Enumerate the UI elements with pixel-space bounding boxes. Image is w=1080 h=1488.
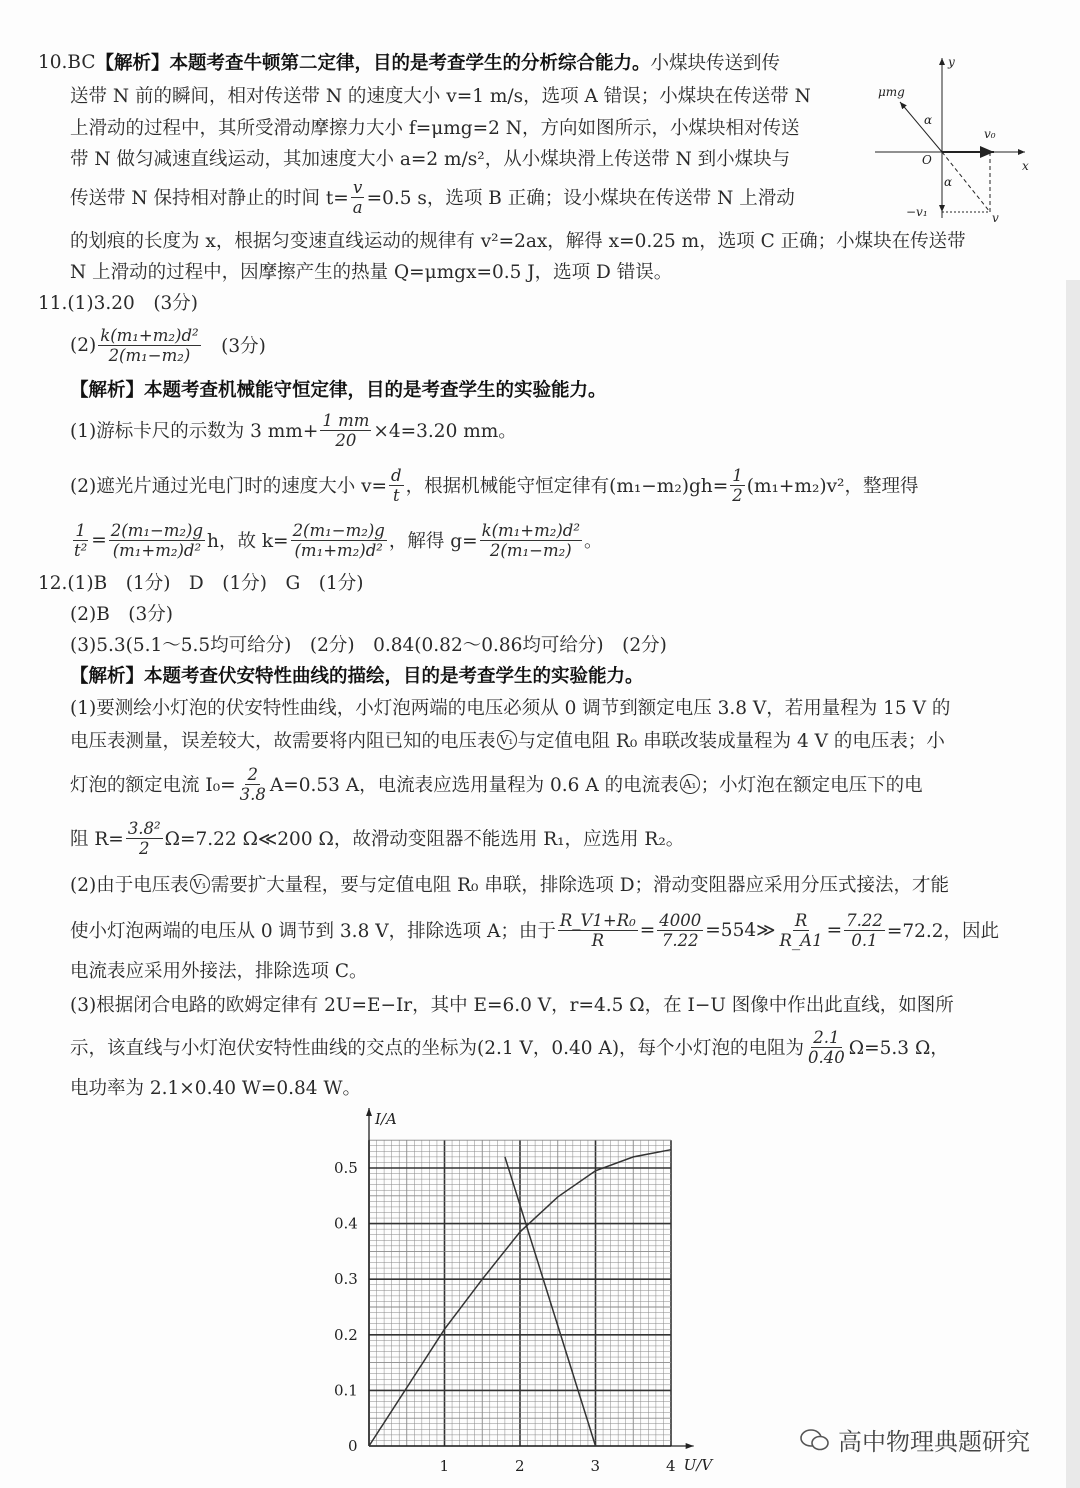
numerator: 1 [75, 520, 86, 540]
fraction [730, 466, 745, 505]
fraction [320, 411, 371, 450]
wechat-icon [800, 1427, 830, 1453]
fraction [109, 521, 205, 560]
iu-chart [330, 1100, 730, 1488]
text: A=0.53 A，电流表应选用量程为 0.6 A 的电流表 [269, 775, 679, 796]
text: 带 N 做匀减速直线运动，其加速度大小 a=2 m/s²，从小煤块滑上传送带 N 到小煤块与 [70, 149, 791, 170]
text: (2)B (3分) [70, 604, 174, 625]
fraction [351, 178, 365, 217]
analysis-heading: 【解析】本题考查机械能守恒定律，目的是考查学生的实验能力。 [70, 380, 607, 401]
analysis-heading: 【解析】本题考查牛顿第二定律，目的是考查学生的分析综合能力。 [95, 53, 651, 74]
watermark [800, 1422, 1030, 1457]
text: 10.BC [38, 51, 96, 73]
numerator: 2(m₁−m₂)g [292, 520, 385, 540]
text: 电功率为 2.1×0.40 W=0.84 W。 [70, 1078, 361, 1099]
numerator: 1 mm [322, 410, 370, 430]
denominator: R [591, 930, 605, 950]
text: 电压表测量，误差较大，故需要将内阻已知的电压表 [70, 731, 496, 752]
watermark-text: 高中物理典题研究 [838, 1428, 1030, 1456]
text-line [70, 984, 954, 1024]
denominator: (m₁+m₂)d² [112, 540, 202, 560]
denominator: t [393, 485, 400, 505]
fraction [389, 466, 404, 505]
numerator: v [353, 177, 363, 197]
text-line [70, 864, 949, 904]
denominator: 0.1 [851, 930, 878, 950]
y-label: y [948, 55, 955, 69]
v0-label: v₀ [984, 127, 996, 141]
text-line [38, 282, 198, 322]
origin-label: O [922, 153, 932, 167]
y-axis-label: I/A [375, 1110, 397, 1128]
fraction [657, 911, 703, 950]
text: (2)由于电压表 [70, 875, 189, 896]
velocity-diagram [870, 50, 1040, 230]
x-tick-label: 3 [590, 1457, 601, 1475]
text: (3分) [202, 336, 266, 357]
text: 送带 N 前的瞬间，相对传送带 N 的速度大小 v=1 m/s，选项 A 错误；小煤块在传送带 N [70, 86, 811, 107]
numerator: 1 [732, 465, 743, 485]
y-axis-arrow [366, 1108, 372, 1116]
fraction [291, 521, 387, 560]
fraction [806, 1028, 847, 1067]
page-edge [1066, 280, 1080, 1488]
text: 示，该直线与小灯泡伏安特性曲线的交点的坐标为(2.1 V，0.40 A)，每个小灯泡的电阻为 [70, 1038, 805, 1059]
text: 灯泡的额定电流 I₀= [70, 775, 236, 796]
x-tick-label: 4 [666, 1457, 676, 1475]
fraction [72, 521, 89, 560]
fraction [777, 911, 824, 950]
x-axis-label: U/V [683, 1456, 713, 1474]
text-line [70, 764, 923, 804]
text: (3)根据闭合电路的欧姆定律有 2U=E−Ir，其中 E=6.0 V，r=4.5 Ω，在 I−U 图像中作出此直线，如图所 [70, 995, 954, 1016]
text-line [70, 325, 266, 365]
fraction [480, 521, 582, 560]
denominator: 20 [335, 430, 357, 450]
denominator: 2(m₁−m₂) [489, 540, 572, 560]
text: =0.5 s，选项 B 正确；设小煤块在传送带 N 上滑动 [366, 188, 795, 209]
text: = [91, 529, 107, 551]
text: N 上滑动的过程中，因摩擦产生的热量 Q=μmgx=0.5 J，选项 D 错误。 [70, 262, 673, 283]
numerator: 7.22 [846, 910, 883, 930]
y-tick-label: 0.1 [334, 1381, 358, 1400]
text-line [70, 520, 603, 560]
alpha-label: α [924, 113, 933, 127]
alpha-label-2: α [944, 175, 953, 189]
chart-grid [369, 1140, 671, 1446]
neg-v1-label: −v₁ [906, 205, 928, 219]
text: (1)要测绘小灯泡的伏安特性曲线，小灯泡两端的电压必须从 0 调节到额定电压 3.8 V，若用量程为 15 V 的 [70, 698, 951, 719]
text: 电流表应采用外接法，排除选项 C。 [70, 961, 368, 982]
y-tick-label: 0.4 [334, 1214, 358, 1233]
x-label: x [1022, 159, 1029, 173]
text: Ω=7.22 Ω≪200 Ω，故滑动变阻器不能选用 R₁，应选用 R₂。 [164, 829, 685, 850]
numerator: R [794, 910, 808, 930]
chart-labels [334, 1110, 714, 1475]
friction-vector [900, 102, 942, 152]
text: (2)遮光片通过光电门时的速度大小 v= [70, 476, 388, 497]
text: ×4=3.20 mm。 [373, 421, 517, 442]
friction-label: μmg [878, 85, 905, 99]
numerator: 3.8² [127, 818, 161, 838]
x-tick-label: 1 [439, 1457, 450, 1475]
text: 12.(1)B (1分) D (1分) G (1分) [38, 573, 364, 594]
text: = [826, 919, 843, 941]
text: ，根据机械能守恒定律有(m₁−m₂)gh= [405, 476, 729, 497]
fraction [98, 326, 200, 365]
text: (m₁+m₂)v²，整理得 [746, 476, 919, 497]
text: Ω=5.3 Ω， [848, 1038, 949, 1059]
denominator: R_A1 [779, 930, 823, 950]
denominator: 7.22 [661, 930, 699, 950]
v-label: v [992, 211, 999, 225]
meter-symbol: V₁ [497, 730, 517, 750]
meter-symbol: V₁ [190, 874, 210, 894]
numerator: R_V1+R₀ [559, 910, 636, 930]
denominator: 2 [732, 485, 743, 505]
text: 需要扩大量程，要与定值电阻 R₀ 串联，排除选项 D；滑动变阻器应采用分压式接法，才能 [210, 875, 950, 896]
meter-symbol: A₁ [680, 774, 700, 794]
text: 传送带 N 保持相对静止的时间 t= [70, 188, 349, 209]
text-line [70, 1067, 361, 1107]
denominator: 2 [138, 838, 150, 858]
numerator: k(m₁+m₂)d² [100, 325, 199, 345]
analysis-heading: 【解析】本题考查伏安特性曲线的描绘，目的是考查学生的实验能力。 [70, 666, 644, 687]
text-line [70, 720, 945, 760]
text: =72.2，因此 [886, 921, 1000, 942]
text: 使小灯泡两端的电压从 0 调节到 3.8 V，排除选项 A；由于 [70, 921, 556, 942]
text: (1)游标卡尺的示数为 3 mm+ [70, 421, 319, 442]
text: 。 [583, 531, 603, 552]
text-line [70, 818, 684, 858]
denominator: a [352, 197, 363, 217]
text-line [70, 465, 918, 505]
numerator: 2.1 [813, 1027, 840, 1047]
fraction [238, 765, 268, 804]
origin-label: 0 [348, 1437, 358, 1455]
numerator: 2(m₁−m₂)g [110, 520, 204, 540]
x-tick-label: 2 [515, 1457, 525, 1475]
denominator: (m₁+m₂)d² [294, 540, 383, 560]
text: (2) [70, 334, 97, 356]
denominator: t² [74, 540, 88, 560]
text-line [70, 177, 795, 217]
text-line [70, 138, 790, 178]
numerator: 2 [247, 764, 258, 784]
fraction [844, 911, 885, 950]
text: h，故 k= [207, 531, 289, 552]
numerator: d [391, 465, 402, 485]
text: 与定值电阻 R₀ 串联改装成量程为 4 V 的电压表；小 [517, 731, 945, 752]
denominator: 3.8 [239, 784, 266, 804]
denominator: 2(m₁−m₂) [108, 345, 191, 365]
y-tick-label: 0.2 [334, 1325, 358, 1344]
text: 阻 R= [70, 829, 124, 850]
text: =554≫ [705, 919, 776, 941]
text-line [70, 1027, 949, 1067]
y-tick-label: 0.3 [334, 1270, 358, 1289]
fraction [558, 911, 638, 950]
text-line [70, 910, 999, 950]
text: 的划痕的长度为 x，根据匀变速直线运动的规律有 v²=2ax，解得 x=0.25 m，选项 C 正确；小煤块在传送带 [70, 231, 966, 252]
text: = [639, 919, 656, 941]
text: (3)5.3(5.1～5.5均可给分) (2分) 0.84(0.82～0.86均可给分) (2分) [70, 635, 667, 656]
text: 11.(1)3.20 (3分) [38, 293, 199, 314]
text-line [70, 369, 607, 409]
text: 小煤块传送到传 [650, 53, 781, 74]
text: ，解得 g= [388, 531, 478, 552]
text: ；小灯泡在额定电压下的电 [700, 775, 923, 796]
numerator: 4000 [659, 910, 702, 930]
y-tick-label: 0.5 [334, 1159, 358, 1177]
text: 上滑动的过程中，其所受滑动摩擦力大小 f=μmg=2 N，方向如图所示，小煤块相对传送 [70, 118, 800, 139]
text-line [70, 410, 517, 450]
x-axis-arrow [686, 1443, 694, 1449]
denominator: 0.40 [808, 1047, 845, 1067]
fraction [126, 819, 163, 858]
numerator: k(m₁+m₂)d² [481, 520, 580, 540]
